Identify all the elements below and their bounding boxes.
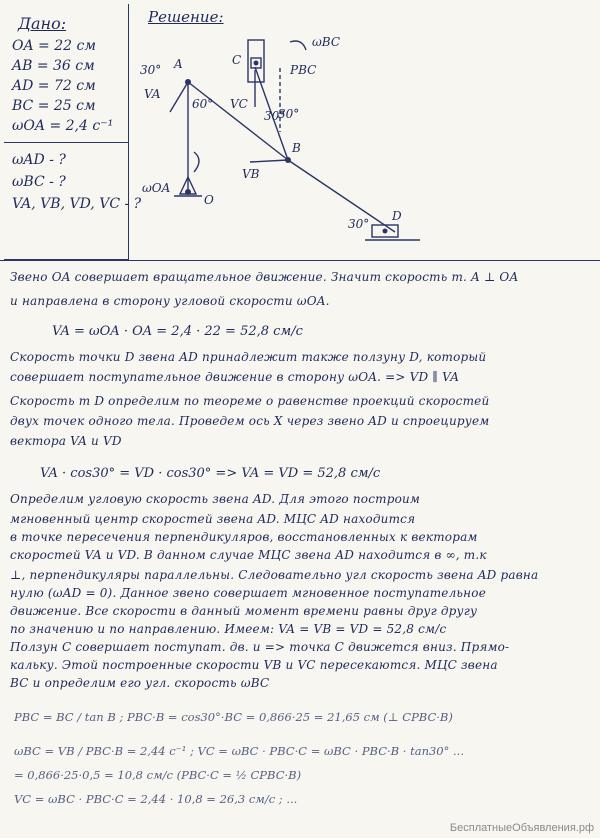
given-ab: AB = 36 см — [12, 58, 95, 74]
omega-bc-arrow — [290, 41, 306, 50]
mechanism-diagram — [130, 22, 430, 242]
text-line: Ползун C совершает поступат. дв. и => точка C движется вниз. Прямо- — [10, 640, 510, 654]
label-va: VA — [144, 87, 161, 101]
text-line: мгновенный центр скоростей звена AD. МЦС AD находится — [10, 512, 416, 526]
given-separator — [4, 142, 128, 143]
text-line: двух точек одного тела. Проведем ось X через звено AD и спроецируем — [10, 414, 490, 428]
joint-d — [383, 229, 388, 234]
find-velocities: VA, VB, VD, VC - ? — [12, 196, 142, 212]
text-line: Скорость т D определим по теореме о равенстве проекций скоростей — [10, 394, 490, 408]
vector-va — [170, 82, 188, 112]
text-line: скоростей VA и VD. В данном случае МЦС звена AD находится в ∞, т.к — [10, 548, 487, 562]
text-line: вектора VA и VD — [10, 434, 122, 448]
label-angle-30-b: 30° — [278, 107, 300, 121]
label-angle-30-d: 30° — [348, 217, 370, 231]
label-a: A — [174, 57, 183, 71]
given-ad: AD = 72 см — [12, 78, 96, 94]
label-vc: VC — [230, 97, 248, 111]
watermark: БесплатныеОбъявления.рф — [449, 822, 594, 834]
text-line: движение. Все скорости в данный момент времени равны друг другу — [10, 604, 478, 618]
label-pbc: PBC — [290, 63, 317, 77]
text-line: Скорость точки D звена AD принадлежит также ползуну D, который — [10, 350, 487, 364]
text-line: кальку. Этой построенные скорости VB и VC пересекаются. МЦС звена — [10, 658, 498, 672]
find-omega-bc: ωBC - ? — [12, 174, 66, 190]
text-line: Звено OA совершает вращательное движение. Значит скорость т. A ⊥ OA — [10, 270, 519, 284]
label-o: O — [204, 193, 214, 207]
given-header: Дано: — [18, 14, 67, 33]
text-line: совершает поступательное движение в сторону ωOA. => VD ∥ VA — [10, 370, 460, 384]
formula-omega-bc: ωBC = VB / PBC·B = 2,44 с⁻¹ ; VC = ωBC · PBC·C = ωBC · PBC·B · tan30° ... — [14, 744, 464, 758]
given-omega-oa: ωOA = 2,4 с⁻¹ — [12, 118, 114, 134]
text-line: и направлена в сторону угловой скорости ωOA. — [10, 294, 330, 308]
solution-header: Решение: — [148, 8, 224, 26]
joint-a — [185, 79, 191, 85]
section-divider — [0, 260, 600, 261]
joint-b — [285, 157, 291, 163]
formula-pbc: PBC = BC / tan B ; PBC·B = cos30°·BC = 0,866·25 = 21,65 см (⊥ CPBC·B) — [14, 710, 453, 724]
label-vb: VB — [242, 167, 260, 181]
text-line: BC и определим его угл. скорость ωBC — [10, 676, 270, 690]
formula-vc-step: = 0,866·25·0,5 = 10,8 см/с (PBC·C = ½ CPBC·B) — [14, 768, 302, 782]
text-line: по значению и по направлению. Имеем: VA = VB = VD = 52,8 см/с — [10, 622, 447, 636]
omega-oa-arrow — [194, 152, 199, 172]
vector-vb — [250, 160, 288, 162]
given-bc: BC = 25 см — [12, 98, 96, 114]
given-oa: OA = 22 см — [12, 38, 96, 54]
joint-c — [254, 61, 259, 66]
formula-vc: VC = ωBC · PBC·C = 2,44 · 10,8 = 26,3 см/с ; ... — [14, 792, 298, 806]
find-omega-ad: ωAD - ? — [12, 152, 66, 168]
link-bd — [288, 160, 395, 232]
label-angle-30-a: 30° — [140, 63, 162, 77]
label-omega-bc: ωBC — [312, 35, 341, 49]
given-box — [4, 4, 142, 260]
label-omega-oa: ωOA — [142, 181, 171, 195]
label-b: B — [292, 141, 301, 155]
text-line: нулю (ωAD = 0). Данное звено совершает мгновенное поступательное — [10, 586, 486, 600]
text-line: ⊥, перпендикуляры параллельны. Следовательно угл скорость звена AD равна — [10, 568, 539, 582]
text-line: в точке пересечения перпендикуляров, восстановленных к векторам — [10, 530, 478, 544]
text-line: Определим угловую скорость звена AD. Для этого построим — [10, 492, 421, 506]
equation-va: VA = ωOA · OA = 2,4 · 22 = 52,8 см/с — [52, 324, 303, 339]
label-c: C — [232, 53, 242, 67]
equation-projection: VA · cos30° = VD · cos30° => VA = VD = 52,8 см/с — [40, 466, 381, 481]
label-d: D — [392, 209, 402, 223]
label-angle-60: 60° — [192, 97, 214, 111]
label-angle-30-c: 30° — [264, 109, 286, 123]
joint-o — [185, 189, 191, 195]
